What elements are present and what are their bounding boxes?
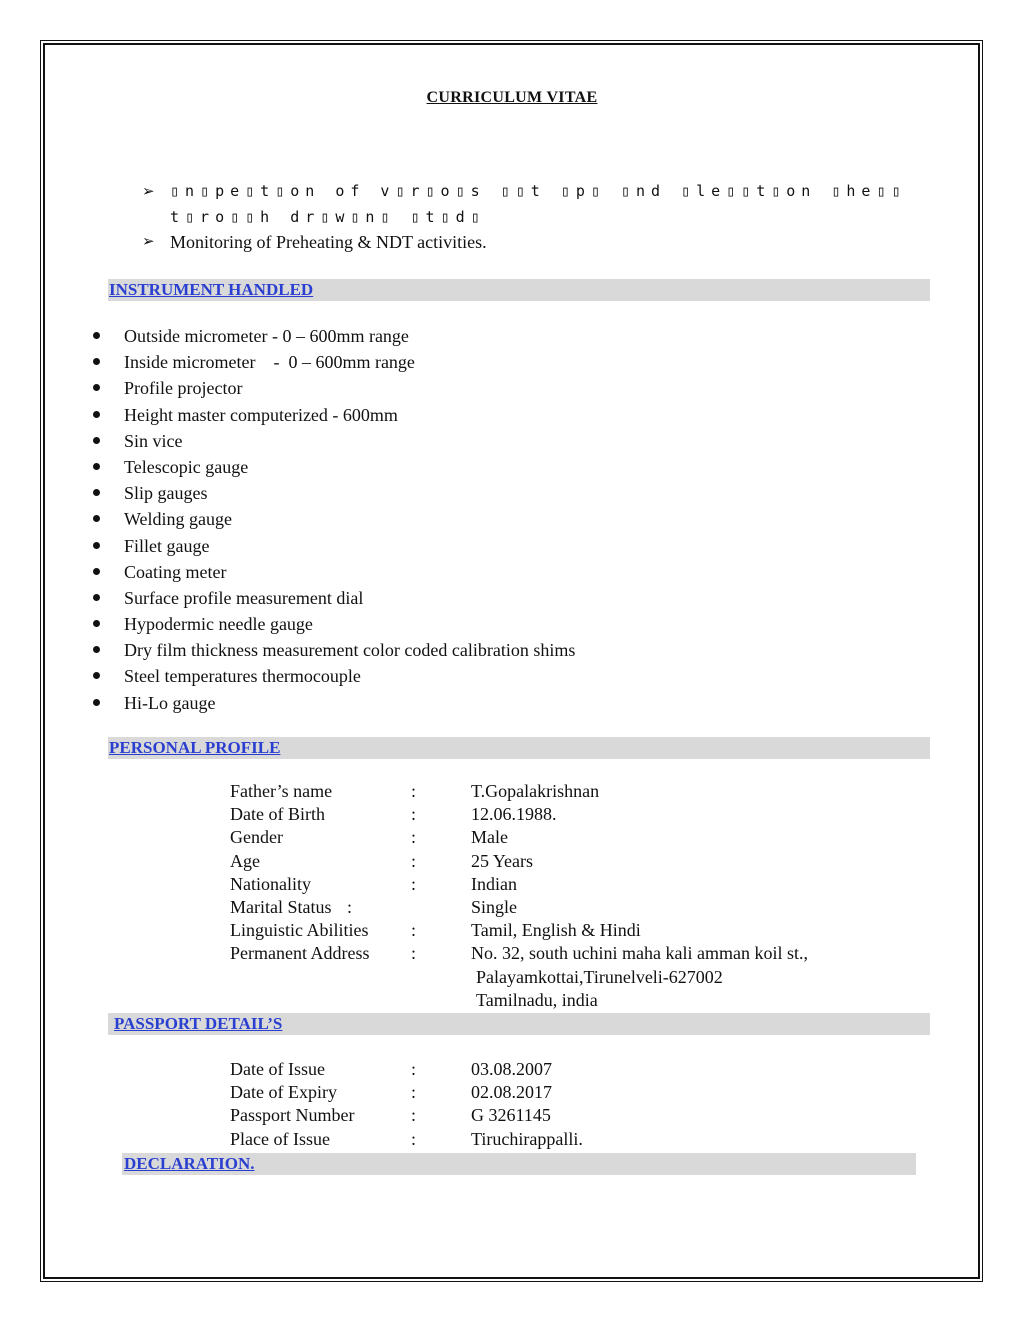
field-value: 02.08.2017 (471, 1082, 552, 1103)
list-item (88, 480, 575, 506)
instrument-name: Profile projector (124, 378, 243, 399)
instrument-name: Hypodermic needle gauge (124, 614, 313, 635)
section-title-declaration: DECLARATION. (124, 1154, 255, 1173)
field-colon: : (411, 827, 417, 848)
field-label: Passport Number (230, 1105, 355, 1126)
field-label: Permanent Address (230, 943, 370, 964)
field-label: Age (230, 850, 260, 871)
instrument-name: Sin vice (124, 430, 183, 451)
bullet-icon (93, 437, 100, 444)
field-colon: : (411, 873, 417, 894)
field-colon: : (411, 1128, 417, 1149)
field-colon: : (347, 896, 353, 917)
field-label: Linguistic Abilities (230, 920, 369, 941)
instrument-name: Hi-Lo gauge (124, 692, 216, 713)
bullet-icon (93, 384, 100, 391)
field-colon: : (411, 1082, 417, 1103)
list-item (88, 428, 575, 454)
list-item (88, 506, 575, 532)
bullet-icon (93, 542, 100, 549)
list-item (88, 402, 575, 428)
field-label: Date of Issue (230, 1059, 325, 1079)
field-label: Nationality (230, 873, 311, 894)
field-colon: : (411, 850, 417, 871)
field-label: Place of Issue (230, 1128, 330, 1149)
list-item (88, 533, 575, 559)
instrument-name: Surface profile measurement dial (124, 587, 364, 608)
bullet-icon (93, 358, 100, 365)
field-value: Indian (471, 873, 517, 894)
bullet-icon (93, 515, 100, 522)
field-value: Single (471, 896, 518, 917)
duty-text: Monitoring of Preheating & NDT activities. (170, 232, 487, 252)
arrow-bullet-icon: ➢ (142, 232, 155, 250)
bullet-icon (93, 646, 100, 653)
field-label: Marital Status (230, 896, 332, 917)
instrument-name: Height master computerized - 600mm (124, 404, 398, 425)
field-colon: : (411, 1105, 417, 1126)
bullet-icon (93, 411, 100, 418)
list-item (88, 375, 575, 401)
list-item (88, 585, 575, 611)
instrument-name: Inside micrometer - 0 – 600mm range (124, 352, 415, 373)
section-title-personal: PERSONAL PROFILE (109, 738, 281, 757)
bullet-icon (93, 699, 100, 706)
field-label: Father’s name (230, 781, 333, 801)
instrument-name: Slip gauges (124, 483, 208, 504)
field-colon: : (411, 781, 417, 801)
field-colon: : (411, 920, 417, 941)
field-colon: : (411, 804, 417, 825)
field-value: T.Gopalakrishnan (471, 781, 600, 801)
field-label: Gender (230, 827, 283, 848)
bullet-icon (93, 568, 100, 575)
instrument-list (88, 323, 575, 716)
bullet-icon (93, 489, 100, 496)
instrument-name: Outside micrometer - 0 – 600mm range (124, 326, 409, 346)
field-colon: : (411, 1059, 417, 1079)
document-title: CURRICULUM VITAE (426, 89, 598, 106)
list-item (88, 690, 575, 716)
instrument-name: Telescopic gauge (124, 456, 249, 477)
field-value: G 3261145 (471, 1105, 551, 1126)
list-item (88, 663, 575, 689)
instrument-name: Welding gauge (124, 509, 233, 530)
field-value: 12.06.1988. (471, 804, 557, 825)
field-value: Tiruchirappalli. (471, 1128, 583, 1149)
address-line-2: Palayamkottai,Tirunelveli-627002 (476, 967, 723, 987)
bullet-icon (93, 594, 100, 601)
bullet-icon (93, 620, 100, 627)
list-item (88, 637, 575, 663)
address-line-3: Tamilnadu, india (476, 990, 598, 1010)
instrument-name: Fillet gauge (124, 535, 210, 556)
list-item (88, 323, 575, 349)
instrument-name: Coating meter (124, 561, 227, 582)
field-colon: : (411, 943, 417, 964)
field-value: Male (471, 827, 508, 848)
list-item (88, 611, 575, 637)
list-item (88, 349, 575, 375)
list-item (88, 454, 575, 480)
instrument-name: Dry film thickness measurement color coded calibration shims (124, 640, 576, 661)
list-item (88, 559, 575, 585)
section-title-passport: PASSPORT DETAIL’S (114, 1014, 283, 1033)
instrument-name: Steel temperatures thermocouple (124, 666, 361, 687)
arrow-bullet-icon: ➢ (142, 182, 155, 200)
bullet-icon (93, 672, 100, 679)
section-title-instrument: INSTRUMENT HANDLED (109, 280, 314, 299)
bullet-icon (93, 332, 100, 339)
field-value: 25 Years (471, 850, 534, 871)
field-value: Tamil, English & Hindi (471, 920, 641, 941)
duty-text-garbled-continued: t▯ro▯▯h dr▯w▯n▯ ▯t▯d▯ (170, 208, 486, 226)
duty-text-garbled: ▯n▯pe▯t▯on of v▯r▯o▯s ▯▯t ▯p▯ ▯nd ▯le▯▯t▯on ▯he▯▯ (170, 182, 907, 200)
field-value: No. 32, south uchini maha kali amman koil st., (471, 943, 808, 964)
field-label: Date of Expiry (230, 1082, 337, 1103)
field-label: Date of Birth (230, 804, 325, 825)
field-value: 03.08.2007 (471, 1059, 552, 1079)
bullet-icon (93, 463, 100, 470)
